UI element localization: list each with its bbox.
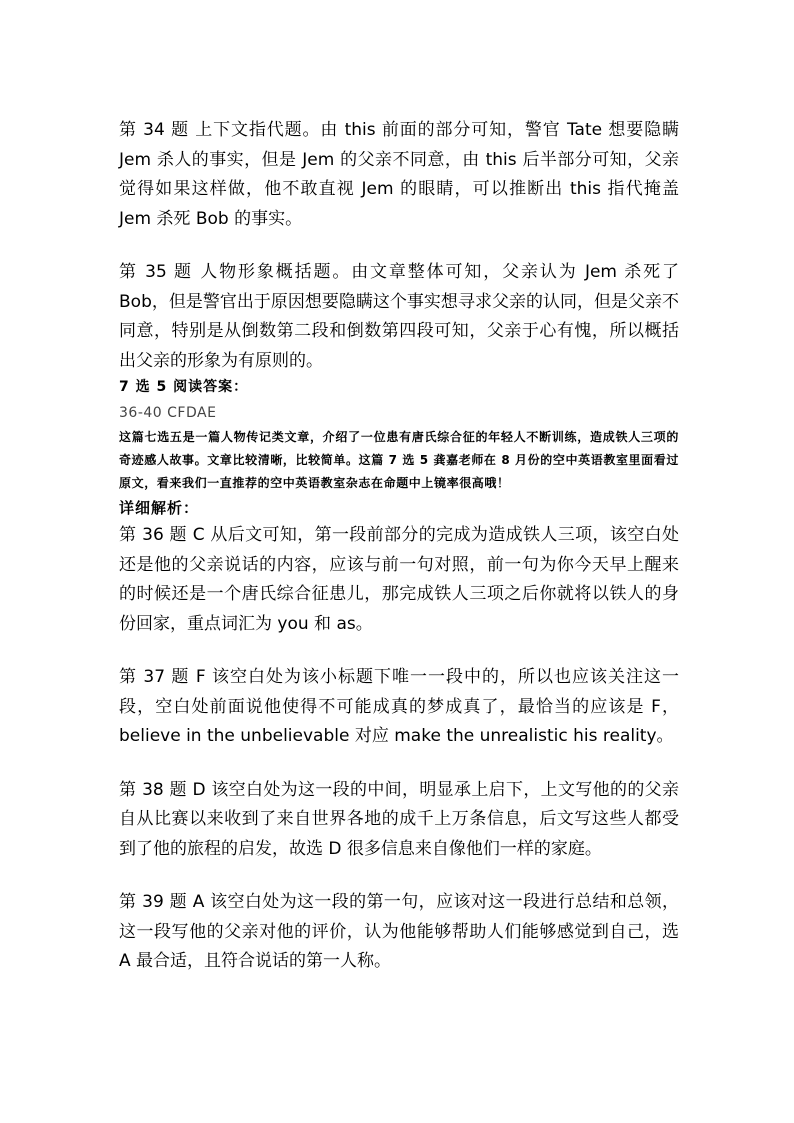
question-36-explanation: 第 36 题 C 从后文可知，第一段前部分的完成为造成铁人三项，该空白处还是他的父亲说话的内容，应该与前一句对照，前一句为你今天早上醒来的时候还是一个唐氏综合征患儿，那完成铁人三项之后你就将以铁人的身份回家，重点词汇为 you 和 as。 bbox=[119, 525, 679, 634]
passage-introduction: 这篇七选五是一篇人物传记类文章，介绍了一位患有唐氏综合征的年轻人不断训练，造成铁人三项的奇迹感人故事。文章比较清晰，比较简单。这篇 7 选 5 龚嘉老师在 8 月份的空中英语教室里面看过原文，看来我们一直推荐的空中英语教室杂志在命题中上镜率很高哦！ bbox=[119, 430, 679, 490]
question-39-explanation: 第 39 题 A 该空白处为这一段的第一句，应该对这一段进行总结和总领，这一段写他的父亲对他的评价，认为他能够帮助人们能够感觉到自己，选 A 最合适，且符合说话的第一人称。 bbox=[119, 892, 679, 971]
answer-key: 36-40 CFDAE bbox=[119, 405, 217, 421]
section-title-7-choose-5: 7 选 5 阅读答案： bbox=[119, 379, 249, 395]
detailed-analysis-heading: 详细解析： bbox=[119, 499, 200, 517]
question-35-explanation: 第 35 题 人物形象概括题。由文章整体可知，父亲认为 Jem 杀死了 Bob，但是警官出于原因想要隐瞒这个事实想寻求父亲的认同，但是父亲不同意，特别是从倒数第二段和倒数第四段可知，父亲于心有愧，所以概括出父亲的形象为有原则的。 bbox=[119, 262, 679, 371]
question-37-explanation: 第 37 题 F 该空白处为该小标题下唯一一段中的，所以也应该关注这一段，空白处前面说他使得不可能成真的梦成真了，最恰当的应该是 F，believe in the unbelievable 对应 make the unrealistic his reality。 bbox=[119, 667, 679, 746]
question-34-explanation: 第 34 题 上下文指代题。由 this 前面的部分可知，警官 Tate 想要隐瞒 Jem 杀人的事实，但是 Jem 的父亲不同意，由 this 后半部分可知，父亲觉得如果这样做，他不敢直视 Jem 的眼睛，可以推断出 this 指代掩盖 Jem 杀死 Bob 的事实。 bbox=[119, 120, 679, 229]
document-page bbox=[119, 116, 679, 977]
question-38-explanation: 第 38 题 D 该空白处为这一段的中间，明显承上启下，上文写他的的父亲自从比赛以来收到了来自世界各地的成千上万条信息，后文写这些人都受到了他的旅程的启发，故选 D 很多信息来自像他们一样的家庭。 bbox=[119, 779, 679, 859]
